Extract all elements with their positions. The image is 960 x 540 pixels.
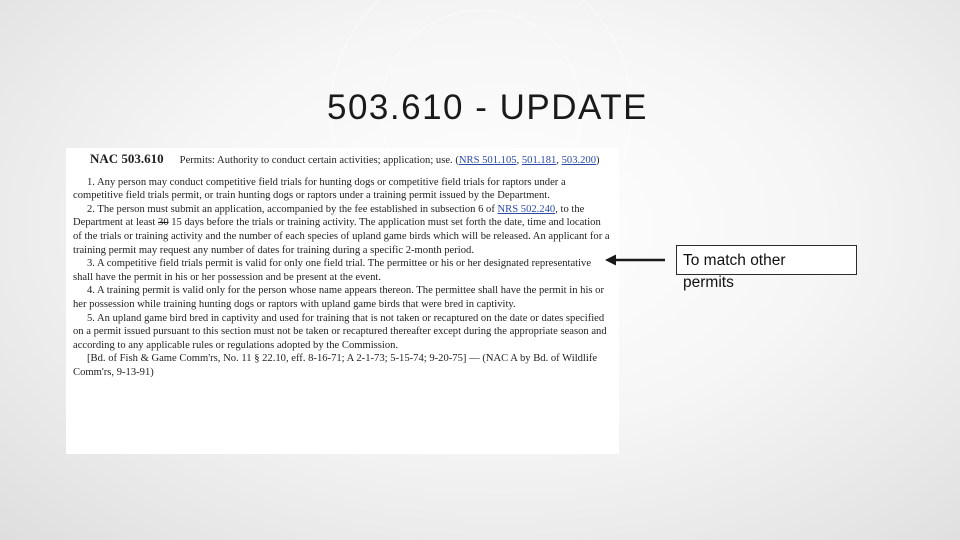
new-value: 15 xyxy=(168,217,182,229)
heading-text: Permits: Authority to conduct certain activities; application; use. ( xyxy=(179,155,459,166)
paragraph-1: 1. Any person may conduct competitive field trials for hunting dogs or competitive field trials for raptors under a competitive field trials permit, or train hunting dogs or raptors under a training permit issued by the Department. xyxy=(73,176,566,202)
history-note: [Bd. of Fish & Game Comm'rs, No. 11 § 22.10, eff. 8-16-71; A 2-1-73; 5-15-74; 9-20-75] — (NAC A by Bd. of Wildlife Comm'rs, 9-13-91) xyxy=(73,353,598,378)
arrow-left-icon xyxy=(603,252,669,268)
paragraph-2-text: 2. The person must submit an application, accompanied by the fee established in subsection 6 of xyxy=(87,203,498,215)
nrs-link[interactable]: NRS 502.240 xyxy=(497,203,556,215)
paragraph-3: 3. A competitive field trials permit is valid for only one field trial. The permittee or his or her designated representative shall have the permit in his or her possession and be present at the event. xyxy=(73,258,592,283)
paragraph-4: 4. A training permit is valid only for the person whose name appears thereon. The permittee shall have the permit in his or her possession while training hunting dogs or raptors with upland game birds that were bred in captivity. xyxy=(73,285,604,310)
callout-text: To match other permits xyxy=(683,252,786,291)
nrs-link[interactable]: 503.200 xyxy=(561,155,597,166)
regulation-heading: NAC 503.610 Permits: Authority to conduct certain activities; application; use. (NRS 501.105, 501.181, 503.200) xyxy=(73,152,611,168)
nrs-link[interactable]: NRS 501.105 xyxy=(458,155,517,166)
slide-title: 503.610 - UPDATE xyxy=(327,88,648,127)
nrs-link[interactable]: 501.181 xyxy=(521,155,557,166)
paragraph-2-text: , to the Department at least xyxy=(73,203,585,229)
paragraph-2-text: days before the trials or training activity. The application must set forth the date, time and location of the trials or training activity and the number of each species of upland game birds which will be released. An applicant for a training permit may request any number of dates for training during a specific 2-month period. xyxy=(73,217,610,256)
regulation-excerpt xyxy=(66,148,619,454)
paragraph-5: 5. An upland game bird bred in captivity and used for training that is not taken or recaptured on the date or dates specified on a permit issued pursuant to this section must not be taken or recaptured thereafter except during the appropriate season and according to any applicable rules or regulations adopted by the Commission. xyxy=(73,312,607,351)
section-number: NAC 503.610 xyxy=(90,151,164,166)
struck-value: 30 xyxy=(158,217,169,229)
paragraph-2 xyxy=(73,203,611,257)
